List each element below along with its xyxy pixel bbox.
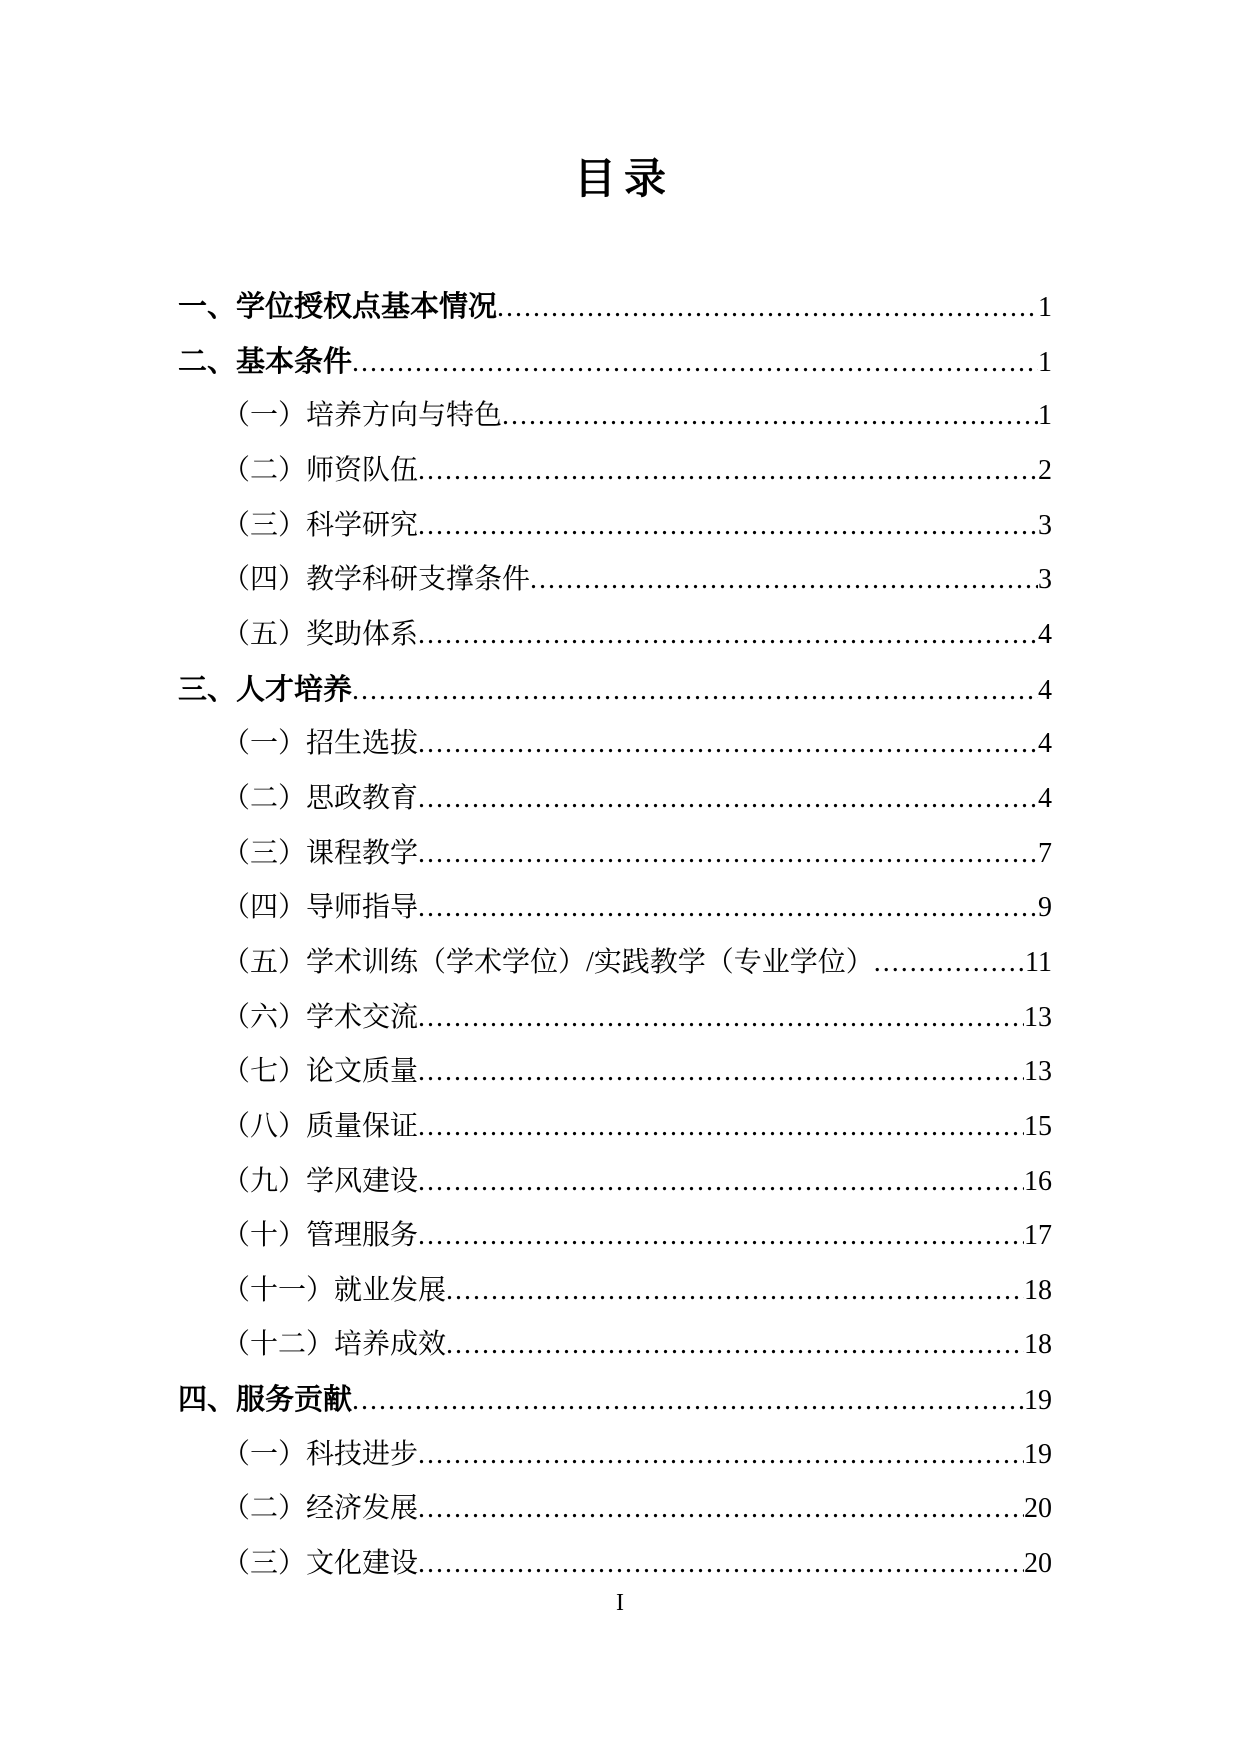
toc-entry-label: （四）导师指导	[222, 892, 419, 924]
toc-entry-label: 一、学位授权点基本情况	[178, 291, 498, 323]
toc-entry-page-number: 11	[1025, 946, 1052, 978]
toc-entry-page-number: 18	[1024, 1274, 1052, 1306]
dot-leader	[502, 389, 1038, 444]
toc-entry	[178, 663, 1052, 718]
toc-entry	[178, 881, 1052, 936]
toc-entry-page-number: 1	[1038, 346, 1052, 378]
toc-entry-label: （九）学风建设	[222, 1165, 419, 1197]
dot-leader	[418, 608, 1038, 663]
toc-entry	[178, 608, 1052, 663]
dot-leader	[418, 1482, 1024, 1537]
toc-entry-page-number: 3	[1038, 564, 1052, 596]
toc-entry	[178, 444, 1052, 499]
toc-entry	[178, 1100, 1052, 1155]
toc-entry-page-number: 13	[1024, 1056, 1052, 1088]
toc-entry-label: （一）培养方向与特色	[222, 400, 503, 432]
toc-entry	[178, 1373, 1052, 1428]
toc-entry	[178, 1264, 1052, 1319]
toc-entry-page-number: 3	[1038, 509, 1052, 541]
toc-entry-page-number: 19	[1024, 1385, 1052, 1417]
toc-entry	[178, 1537, 1052, 1592]
toc-entry-label: （三）科学研究	[222, 509, 419, 541]
toc-entry-label: （三）课程教学	[222, 837, 419, 869]
toc-entry-label: （三）文化建设	[222, 1548, 419, 1580]
toc-entry-page-number: 20	[1024, 1548, 1052, 1580]
toc-entry-label: 二、基本条件	[178, 345, 353, 378]
dot-leader	[418, 1045, 1024, 1100]
toc-entry-page-number: 2	[1038, 454, 1052, 486]
toc-entry-page-number: 13	[1024, 1001, 1052, 1033]
toc-list	[178, 280, 1052, 1592]
dot-leader	[418, 1537, 1024, 1592]
dot-leader	[418, 772, 1038, 827]
toc-entry-page-number: 4	[1038, 728, 1052, 760]
toc-entry	[178, 936, 1052, 991]
toc-entry	[178, 827, 1052, 882]
toc-entry	[178, 772, 1052, 827]
toc-entry-label: 三、人才培养	[178, 673, 353, 706]
dot-leader	[418, 881, 1038, 936]
toc-entry-label: （二）师资队伍	[222, 454, 419, 486]
dot-leader	[418, 991, 1024, 1046]
dot-leader	[446, 1264, 1024, 1319]
toc-entry	[178, 991, 1052, 1046]
page-number-footer: I	[616, 1590, 624, 1616]
dot-leader	[418, 499, 1038, 554]
dot-leader	[446, 1318, 1024, 1373]
toc-entry-label: 四、服务贡献	[178, 1384, 353, 1417]
toc-entry	[178, 1428, 1052, 1483]
toc-entry	[178, 335, 1052, 390]
toc-entry-label: （五）学术训练（学术学位）/实践教学（专业学位）	[222, 946, 874, 978]
toc-entry-label: （七）论文质量	[222, 1056, 419, 1088]
toc-entry-page-number: 7	[1038, 837, 1052, 869]
toc-entry-page-number: 19	[1024, 1438, 1052, 1470]
toc-entry-page-number: 4	[1038, 782, 1052, 814]
toc-entry-label: （八）质量保证	[222, 1110, 419, 1142]
dot-leader	[418, 717, 1038, 772]
toc-entry-label: （二）经济发展	[222, 1493, 419, 1525]
toc-entry-label: （五）奖助体系	[222, 618, 419, 650]
toc-entry-label: （六）学术交流	[222, 1001, 419, 1033]
toc-entry	[178, 389, 1052, 444]
toc-entry-page-number: 17	[1024, 1220, 1052, 1252]
toc-entry-label: （十二）培养成效	[222, 1329, 447, 1361]
toc-entry-label: （二）思政教育	[222, 782, 419, 814]
dot-leader	[418, 444, 1038, 499]
toc-entry	[178, 1209, 1052, 1264]
toc-title: 目录	[573, 155, 674, 202]
toc-entry-label: （十）管理服务	[222, 1220, 419, 1252]
toc-entry	[178, 717, 1052, 772]
toc-entry-page-number: 20	[1024, 1493, 1052, 1525]
toc-entry-label: （一）招生选拔	[222, 728, 419, 760]
dot-leader	[352, 1374, 1024, 1429]
dot-leader	[418, 1209, 1024, 1264]
toc-entry-label: （四）教学科研支撑条件	[222, 564, 531, 596]
dot-leader	[418, 1155, 1024, 1210]
toc-entry	[178, 1318, 1052, 1373]
dot-leader	[530, 553, 1038, 608]
toc-entry-page-number: 1	[1038, 400, 1052, 432]
toc-entry-label: （一）科技进步	[222, 1438, 419, 1470]
toc-entry	[178, 1155, 1052, 1210]
dot-leader	[418, 1428, 1024, 1483]
toc-entry-page-number: 18	[1024, 1329, 1052, 1361]
toc-entry-page-number: 16	[1024, 1165, 1052, 1197]
toc-entry-label: （十一）就业发展	[222, 1274, 447, 1306]
toc-entry	[178, 553, 1052, 608]
toc-entry	[178, 1045, 1052, 1100]
dot-leader	[497, 281, 1038, 336]
toc-entry-page-number: 4	[1038, 674, 1052, 706]
toc-entry	[178, 1482, 1052, 1537]
toc-entry-page-number: 15	[1024, 1110, 1052, 1142]
dot-leader	[874, 936, 1025, 991]
dot-leader	[418, 827, 1038, 882]
dot-leader	[418, 1100, 1024, 1155]
toc-entry	[178, 280, 1052, 335]
dot-leader	[352, 336, 1038, 391]
dot-leader	[352, 664, 1038, 719]
toc-entry-page-number: 4	[1038, 618, 1052, 650]
toc-entry-page-number: 9	[1038, 892, 1052, 924]
toc-entry	[178, 499, 1052, 554]
toc-entry-page-number: 1	[1038, 292, 1052, 323]
